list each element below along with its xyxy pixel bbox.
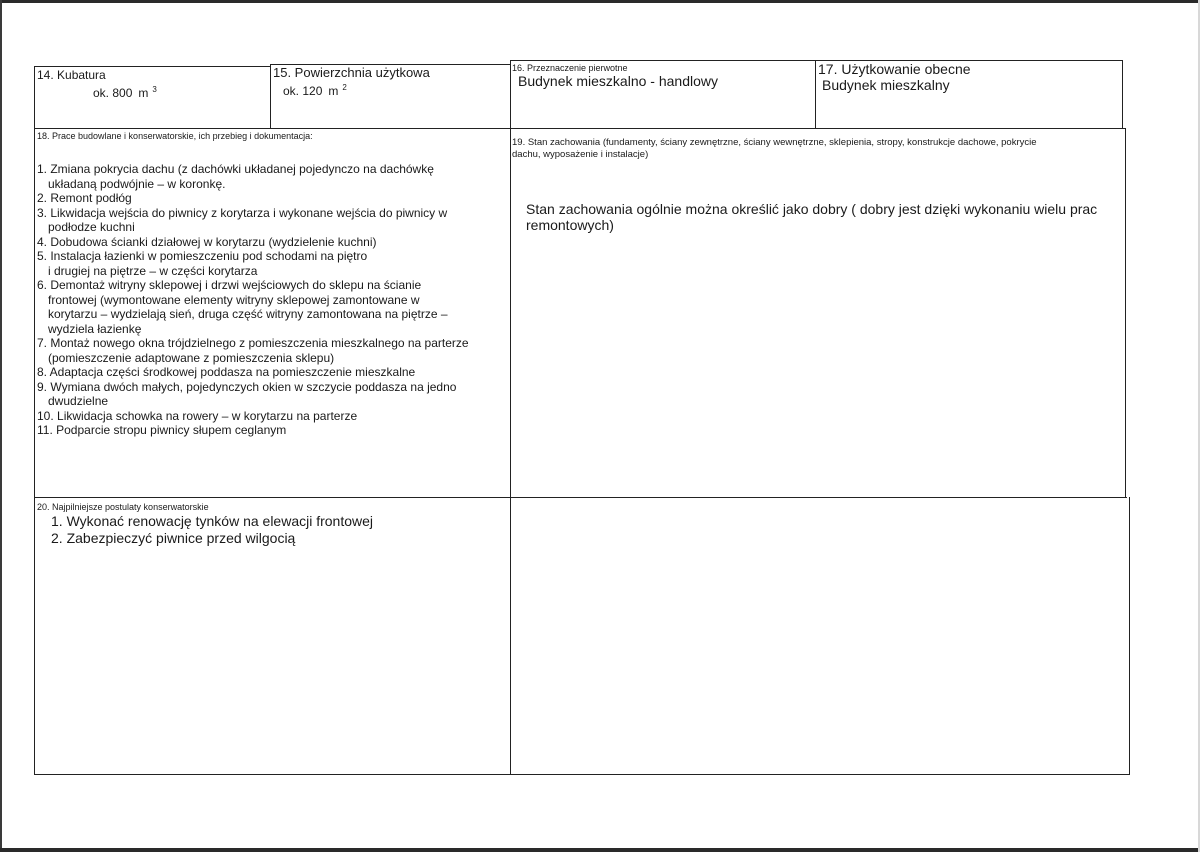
powierzchnia-unit: m — [328, 84, 339, 98]
prace-item-line: 4. Dobudowa ścianki działowej w korytarzu (wydzielenie kuchni) — [37, 234, 377, 249]
grid-row2-bottom — [34, 497, 1127, 498]
prace-item-line: 8. Adaptacja części środkowej poddasza na pomieszczenie mieszkalne — [37, 365, 416, 379]
prace-item — [37, 235, 509, 250]
powierzchnia-cell — [273, 66, 507, 126]
postulaty-cell — [37, 501, 509, 771]
powierzchnia-amount: ok. 120 — [283, 84, 323, 98]
prace-item-continuation: korytarzu – wydzielają sień, druga część witryny zamontowana na piętrze – — [48, 307, 448, 321]
prace-item-continuation: wydziela łazienkę — [48, 321, 142, 336]
prace-item — [37, 380, 509, 409]
prace-item-line: 5. Instalacja łazienki w pomieszczeniu pod schodami na piętro — [37, 249, 368, 263]
uzytkowanie-cell — [818, 61, 1118, 125]
kubatura-cell — [37, 68, 267, 126]
grid-right-line — [1122, 60, 1123, 128]
prace-item-line: 1. Zmiana pokrycia dachu (z dachówki układanej pojedynczo na dachówkę — [37, 162, 434, 176]
empty-cell — [512, 501, 1126, 771]
przeznaczenie-cell — [512, 62, 812, 126]
grid-col3-divider — [815, 60, 816, 128]
prace-item — [37, 249, 509, 278]
prace-item — [37, 278, 509, 336]
stan-text-line1: Stan zachowania ogólnie można określić jako dobry ( dobry jest dzięki wykonaniu wielu prac — [526, 201, 1098, 217]
prace-item-line: 9. Wymiana dwóch małych, pojedynczych okien w szczycie poddasza na jedno — [37, 379, 457, 394]
postulaty-caption: 20. Najpilniejsze postulaty konserwatorskie — [37, 502, 209, 512]
scan-edge-left — [0, 0, 2, 852]
grid-center-divider — [510, 60, 511, 774]
prace-item — [37, 409, 509, 424]
grid-bottom-line — [34, 774, 1130, 775]
prace-item — [37, 423, 509, 438]
prace-item-line: 6. Demontaż witryny sklepowej i drzwi wejściowych do sklepu na ścianie — [37, 278, 422, 292]
prace-item-line: 7. Montaż nowego okna trójdzielnego z pomieszczenia mieszkalnego na parterze — [37, 336, 469, 350]
uzytkowanie-caption: 17. Użytkowanie obecne — [818, 61, 971, 77]
kubatura-exponent: 3 — [152, 85, 157, 94]
kubatura-unit: m — [138, 86, 149, 100]
prace-item-line: 3. Likwidacja wejścia do piwnicy z korytarza i wykonane wejścia do piwnicy w — [37, 205, 448, 220]
prace-item — [37, 336, 509, 365]
kubatura-amount: ok. 800 — [93, 86, 133, 100]
prace-item-continuation: frontowej (wymontowane elementy witryny sklepowej zamontowane w — [48, 292, 420, 307]
stan-caption-line1: 19. Stan zachowania (fundamenty, ściany zewnętrzne, ściany wewnętrzne, sklepienia, stropy, konstrukcje dachowe, pokrycie — [512, 137, 1037, 148]
powierzchnia-exponent: 2 — [342, 83, 347, 92]
prace-item — [37, 206, 509, 235]
stan-text-line2: remontowych) — [526, 217, 614, 233]
stan-caption-line2: dachu, wyposażenie i instalacje) — [512, 149, 649, 160]
prace-item — [37, 162, 509, 191]
prace-item-continuation: i drugiej na piętrze – w części korytarza — [48, 263, 258, 278]
grid-top-line — [34, 66, 270, 67]
prace-item-continuation: dwudzielne — [48, 394, 109, 408]
prace-item-continuation: podłodze kuchni — [48, 220, 135, 234]
postulat-item: 2. Zabezpieczyć piwnice przed wilgocią — [51, 530, 296, 546]
stan-cell — [512, 137, 1124, 495]
grid-row1-bottom — [34, 128, 1126, 129]
prace-list — [37, 162, 509, 438]
prace-item-line: 10. Likwidacja schowka na rowery – w korytarzu na parterze — [37, 408, 358, 423]
postulat-item: 1. Wykonać renowację tynków na elewacji frontowej — [51, 513, 374, 529]
prace-caption: 18. Prace budowlane i konserwatorskie, ich przebieg i dokumentacja: — [37, 131, 313, 141]
grid-right-line-3 — [1129, 497, 1130, 774]
prace-item-continuation: (pomieszczenie adaptowane z pomieszczenia sklepu) — [48, 350, 335, 365]
prace-item-line: 11. Podparcie stropu piwnicy słupem ceglanym — [37, 423, 287, 437]
prace-item-continuation: układaną podwójnie – w koronkę. — [48, 176, 226, 191]
powierzchnia-value — [273, 80, 507, 99]
grid-left-line — [34, 66, 35, 774]
kubatura-value — [37, 82, 267, 101]
przeznaczenie-value: Budynek mieszkalno - handlowy — [518, 73, 718, 89]
prace-cell — [37, 130, 509, 495]
uzytkowanie-value: Budynek mieszkalny — [822, 77, 950, 93]
prace-item — [37, 365, 509, 380]
grid-col1-divider — [270, 64, 271, 128]
grid-right-line-2 — [1125, 128, 1126, 497]
scan-edge-top — [0, 0, 1200, 3]
kubatura-caption: 14. Kubatura — [37, 68, 106, 82]
scan-edge-bottom — [0, 848, 1200, 852]
powierzchnia-caption: 15. Powierzchnia użytkowa — [273, 65, 430, 80]
przeznaczenie-caption: 16. Przeznaczenie pierwotne — [512, 63, 628, 73]
postulaty-list — [37, 513, 509, 547]
prace-item-line: 2. Remont podłóg — [37, 191, 132, 205]
prace-item — [37, 191, 509, 206]
